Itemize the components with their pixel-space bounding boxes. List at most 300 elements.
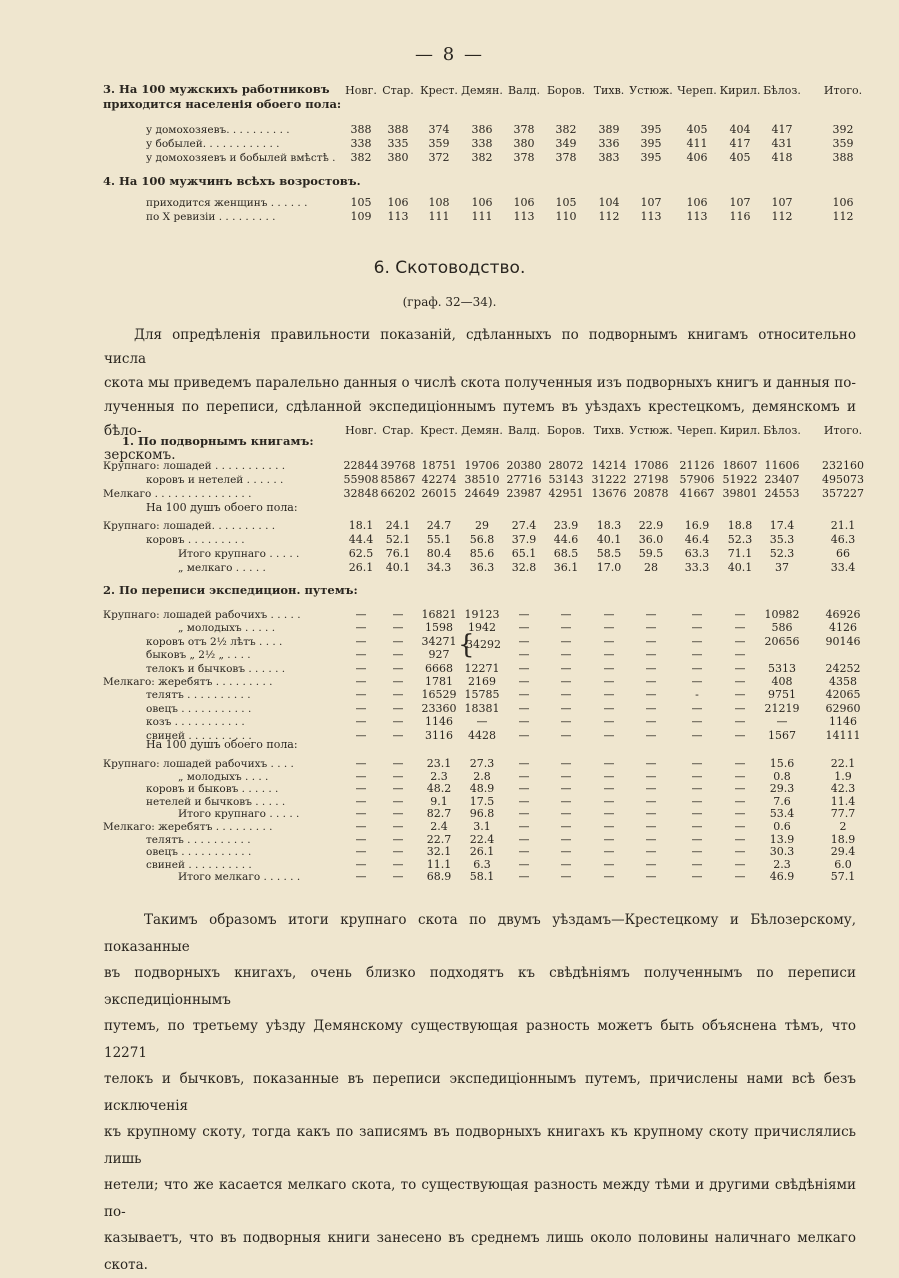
table-cell: 40.1 <box>727 561 753 574</box>
table-cell: — <box>734 782 746 796</box>
column-header: Итого. <box>823 84 863 97</box>
table-row <box>0 547 899 561</box>
table-cell: — <box>776 715 788 729</box>
column-header: Демян. <box>461 424 503 437</box>
table-cell: — <box>560 661 572 675</box>
table-cell: — <box>518 701 530 715</box>
table-cell: 232160 <box>822 459 864 472</box>
table-cell: — <box>518 608 530 621</box>
table-cell: 27.3 <box>469 757 495 770</box>
column-header: Итого. <box>823 424 863 437</box>
table-cell: 55908 <box>343 473 379 486</box>
table-cell: 109 <box>350 210 372 223</box>
table-cell: 0.6 <box>773 820 791 833</box>
table-cell: — <box>691 715 703 729</box>
row-label: коровъ и нетелей . . . . . . <box>146 474 284 486</box>
table-cell: — <box>560 634 572 648</box>
table-cell: — <box>691 728 703 742</box>
table-cell: 39801 <box>722 487 758 500</box>
table-cell: 38510 <box>464 473 500 486</box>
table-cell: 349 <box>555 137 577 150</box>
table-cell: — <box>355 661 367 675</box>
table-cell: 3.1 <box>473 820 491 833</box>
table-cell: — <box>355 845 367 859</box>
table-cell: — <box>645 634 657 648</box>
table-cell: 9.1 <box>430 794 448 808</box>
table-cell: 586 <box>771 621 793 635</box>
table-cell: 11.1 <box>426 857 452 871</box>
column-header: Крест. <box>420 424 458 437</box>
table-cell: 113 <box>640 210 662 223</box>
table-cell: 6.0 <box>834 857 852 871</box>
table-cell: — <box>518 621 530 635</box>
table-cell: 357227 <box>822 487 864 500</box>
table-cell: 17.4 <box>769 519 795 532</box>
table-cell: 388 <box>387 123 409 136</box>
column-header: Бѣлоз. <box>763 84 801 97</box>
table-cell: 431 <box>771 137 793 150</box>
table-cell: — <box>734 820 746 833</box>
table-cell: 7.6 <box>773 794 791 808</box>
table-cell: 37 <box>775 561 789 574</box>
table-cell: 1146 <box>829 715 857 729</box>
table-cell: — <box>560 757 572 770</box>
table-cell: 34.3 <box>426 561 452 574</box>
table-cell: 2169 <box>468 675 496 688</box>
table-cell: 66 <box>836 547 850 560</box>
table-cell: 392 <box>832 123 854 136</box>
table-cell: 36.0 <box>638 533 664 546</box>
table-row <box>0 151 899 165</box>
table-cell: 359 <box>428 137 450 150</box>
table-row <box>0 662 899 676</box>
table-cell: 386 <box>471 123 493 136</box>
table-cell: 9751 <box>768 688 796 702</box>
table-cell: 382 <box>555 123 577 136</box>
table-cell: — <box>603 807 615 821</box>
table-cell: 18381 <box>464 701 500 715</box>
table-cell: 39768 <box>380 459 416 472</box>
table-cell: 52.1 <box>385 533 411 546</box>
table-cell: — <box>355 757 367 770</box>
table-cell: 52.3 <box>769 547 795 560</box>
table-cell: 495073 <box>822 473 864 486</box>
table-cell: 16.9 <box>684 519 710 532</box>
table-cell: — <box>691 794 703 808</box>
table-cell: — <box>392 621 404 635</box>
table-cell: 4358 <box>829 675 857 688</box>
table-cell: 112 <box>598 210 620 223</box>
table-cell: — <box>392 845 404 859</box>
row-label: приходится женщинъ . . . . . . <box>146 197 308 209</box>
table-cell: - <box>695 688 699 702</box>
column-header: Демян. <box>461 84 503 97</box>
table-row <box>0 473 899 487</box>
table-cell: 52.3 <box>727 533 753 546</box>
table-cell: — <box>603 675 615 688</box>
table-cell: — <box>518 794 530 808</box>
table-cell: — <box>734 661 746 675</box>
table-cell: 29.4 <box>830 845 856 859</box>
table-cell: 1942 <box>468 621 496 635</box>
table-cell: — <box>734 757 746 770</box>
table-cell: 338 <box>350 137 372 150</box>
table-cell: — <box>518 807 530 821</box>
table-cell: — <box>645 832 657 846</box>
table-cell: 17.0 <box>596 561 622 574</box>
row-label: Крупнаго: лошадей рабочихъ . . . . . <box>103 609 301 621</box>
table-cell: 112 <box>832 210 854 223</box>
table-cell: 77.7 <box>830 807 856 821</box>
row-label: телокъ и бычковъ . . . . . . <box>146 662 286 675</box>
table-cell: 116 <box>729 210 751 223</box>
row-label: свиней . . . . . . . . . . <box>146 729 252 742</box>
table-cell: — <box>518 857 530 871</box>
part1-title: 1. По подворнымъ книгамъ: <box>122 434 314 448</box>
table-cell: 28072 <box>548 459 584 472</box>
column-header: Валд. <box>508 84 540 97</box>
table-cell: 22.4 <box>469 832 495 846</box>
table-cell: 1146 <box>425 715 453 729</box>
column-header: Стар. <box>382 424 414 437</box>
table-row <box>0 702 899 716</box>
table-cell: — <box>645 807 657 821</box>
table-cell: — <box>691 782 703 796</box>
table-row <box>0 137 899 151</box>
conclusion-line: въ подворныхъ книгахъ, очень близко подходятъ къ свѣдѣніямъ полученнымъ по переписи экспедиціоннымъ <box>104 965 856 1008</box>
table-cell: — <box>355 675 367 688</box>
page-number: — 8 — <box>415 44 484 65</box>
conclusion-line: телокъ и бычковъ, показанные въ переписи экспедиціоннымъ путемъ, причислены нами всѣ безъ исключенія <box>104 1071 856 1114</box>
table-cell: 13.9 <box>769 832 795 846</box>
table-cell: — <box>518 648 530 662</box>
table-cell: — <box>691 661 703 675</box>
table-cell: 6.3 <box>473 857 491 871</box>
table-row <box>0 621 899 635</box>
table-cell: 15.6 <box>769 757 795 770</box>
table-cell: 13676 <box>591 487 627 500</box>
table-cell: — <box>560 769 572 783</box>
table-cell: 106 <box>471 196 493 209</box>
table-cell: — <box>734 701 746 715</box>
table-cell: 2.3 <box>430 769 448 783</box>
row-label: быковъ „ 2½ „ . . . . <box>146 649 251 662</box>
table-cell: 382 <box>471 151 493 164</box>
row-label: Итого мелкаго . . . . . . <box>178 871 301 884</box>
column-header: Устюж. <box>629 424 673 437</box>
table-cell: — <box>645 648 657 662</box>
table-cell: 12271 <box>464 661 500 675</box>
table-cell: — <box>603 621 615 635</box>
table-row <box>0 608 899 622</box>
table-cell: 382 <box>350 151 372 164</box>
table-cell: — <box>603 794 615 808</box>
table-cell: 10982 <box>764 608 800 621</box>
table-cell: — <box>355 621 367 635</box>
table-cell: 388 <box>832 151 854 164</box>
column-header: Боров. <box>546 84 586 97</box>
row-label: овецъ . . . . . . . . . . . <box>146 846 252 859</box>
table-cell: — <box>734 634 746 648</box>
table-cell: — <box>734 794 746 808</box>
table-cell: 3116 <box>425 728 453 742</box>
table-cell: 18.1 <box>348 519 374 532</box>
table-cell: 395 <box>640 151 662 164</box>
table-cell: 105 <box>350 196 372 209</box>
table-cell: 16821 <box>421 608 457 621</box>
table-cell: — <box>560 807 572 821</box>
table-cell: — <box>645 857 657 871</box>
table-cell: — <box>392 820 404 833</box>
table-cell: — <box>518 715 530 729</box>
table-cell: 40.1 <box>385 561 411 574</box>
table-cell: — <box>392 701 404 715</box>
table-cell: 62.5 <box>348 547 374 560</box>
table-cell: 380 <box>513 137 535 150</box>
table-cell: 383 <box>598 151 620 164</box>
intro-line: Для опредѣленія правильности показаній, сдѣланныхъ по подворнымъ книгамъ относительно числа <box>104 327 856 367</box>
table-cell: 22.9 <box>638 519 664 532</box>
table-cell: 107 <box>729 196 751 209</box>
table-cell: 17086 <box>633 459 669 472</box>
table-cell: 20656 <box>764 634 800 648</box>
table-cell: 336 <box>598 137 620 150</box>
table-cell: 27.4 <box>511 519 537 532</box>
table-cell: — <box>560 608 572 621</box>
section4-title: 4. На 100 мужчинъ всѣхъ возростовъ. <box>103 174 361 188</box>
row-label: по X ревизіи . . . . . . . . . <box>146 211 276 223</box>
table-cell: — <box>691 857 703 871</box>
table-cell: 34271 <box>421 634 457 648</box>
table-cell: 44.4 <box>348 533 374 546</box>
table-cell: — <box>645 769 657 783</box>
table-cell: 26.1 <box>469 845 495 859</box>
table-cell: 4428 <box>468 728 496 742</box>
table-cell: 22844 <box>343 459 379 472</box>
table-cell: 27716 <box>506 473 542 486</box>
table-cell: 46.4 <box>684 533 710 546</box>
table-cell: — <box>603 701 615 715</box>
table-cell: — <box>645 715 657 729</box>
table-cell: — <box>560 688 572 702</box>
table-cell: — <box>392 870 404 884</box>
table-cell: — <box>392 807 404 821</box>
part2-title: 2. По переписи экспедицион. путемъ: <box>103 583 358 597</box>
table-row <box>0 688 899 702</box>
table-cell: — <box>518 820 530 833</box>
table-cell: 42951 <box>548 487 584 500</box>
table-cell: — <box>734 715 746 729</box>
table-cell: 107 <box>771 196 793 209</box>
table-cell: — <box>518 688 530 702</box>
table-cell: — <box>734 675 746 688</box>
table-cell: 15785 <box>464 688 500 702</box>
brace-value: 34292 <box>466 638 501 651</box>
table-cell: 27198 <box>633 473 669 486</box>
table-cell: — <box>392 648 404 662</box>
table-cell: — <box>355 820 367 833</box>
table-cell: 32848 <box>343 487 379 500</box>
table-cell: — <box>560 870 572 884</box>
table-cell: — <box>355 870 367 884</box>
table-cell: 23987 <box>506 487 542 500</box>
table-cell: 335 <box>387 137 409 150</box>
table-cell: 71.1 <box>727 547 753 560</box>
table-cell: — <box>355 728 367 742</box>
table-cell: 58.5 <box>596 547 622 560</box>
table-cell: 408 <box>771 675 793 688</box>
table-cell: — <box>560 728 572 742</box>
table-cell: 19706 <box>464 459 500 472</box>
table-cell: — <box>603 870 615 884</box>
table-cell: 406 <box>686 151 708 164</box>
table-cell: — <box>392 757 404 770</box>
table-cell: — <box>518 870 530 884</box>
table-row <box>0 196 899 210</box>
table-row <box>0 487 899 501</box>
table-cell: — <box>392 769 404 783</box>
table-cell: 374 <box>428 123 450 136</box>
table-cell: — <box>734 621 746 635</box>
table-cell: 14111 <box>825 728 861 742</box>
table-cell: — <box>518 675 530 688</box>
row-label: нетелей и бычковъ . . . . . <box>146 795 286 808</box>
table-cell: — <box>518 782 530 796</box>
column-header: Крест. <box>420 84 458 97</box>
table-cell: — <box>392 608 404 621</box>
table-cell: — <box>355 769 367 783</box>
table-cell: 106 <box>387 196 409 209</box>
table-row <box>0 870 899 884</box>
table-cell: 51922 <box>722 473 758 486</box>
table-cell: 48.2 <box>426 782 452 796</box>
row-label: коровъ . . . . . . . . . <box>146 534 245 546</box>
table-cell: 378 <box>513 123 535 136</box>
table-cell: 106 <box>513 196 535 209</box>
table-cell: — <box>645 794 657 808</box>
table-cell: — <box>603 832 615 846</box>
table-cell: 2.8 <box>473 769 491 783</box>
table-cell: — <box>691 701 703 715</box>
table-cell: — <box>734 870 746 884</box>
table-cell: — <box>691 807 703 821</box>
table-cell: — <box>691 675 703 688</box>
table-cell: 18751 <box>421 459 457 472</box>
column-header: Кирил. <box>719 424 761 437</box>
table-cell: 28 <box>644 561 658 574</box>
table-cell: 395 <box>640 123 662 136</box>
intro-line: лученныя по переписи, сдѣланной экспедиціоннымъ путемъ въ уѣздахъ крестецкомъ, демянскомъ и бѣло- <box>104 399 856 439</box>
table-cell: 53.4 <box>769 807 795 821</box>
table-cell: 113 <box>387 210 409 223</box>
table-cell: — <box>645 728 657 742</box>
table-cell: — <box>560 621 572 635</box>
table-cell: 21219 <box>764 701 800 715</box>
table-cell: 389 <box>598 123 620 136</box>
table-cell: — <box>560 794 572 808</box>
conclusion-line: путемъ, по третьему уѣзду Демянскому существующая разность можетъ быть объяснена тѣмъ, что 12271 <box>104 1018 856 1061</box>
table-cell: 42274 <box>421 473 457 486</box>
table-cell: — <box>645 820 657 833</box>
table-cell: — <box>355 807 367 821</box>
table-row <box>0 715 899 729</box>
table-cell: 22.7 <box>426 832 452 846</box>
row-label: Мелкаго: жеребятъ . . . . . . . . . <box>103 821 273 833</box>
column-header: Тихв. <box>593 424 625 437</box>
row-label: коровъ отъ 2½ лѣтъ . . . . <box>146 635 283 648</box>
table-cell: 36.1 <box>553 561 579 574</box>
table-cell: — <box>518 757 530 770</box>
table-cell: — <box>645 701 657 715</box>
table-cell: 112 <box>771 210 793 223</box>
table-cell: 24649 <box>464 487 500 500</box>
table-cell: — <box>603 845 615 859</box>
table-cell: — <box>734 857 746 871</box>
table-cell: 372 <box>428 151 450 164</box>
table-cell: — <box>355 634 367 648</box>
table-cell: 59.5 <box>638 547 664 560</box>
column-header: Череп. <box>677 424 717 437</box>
table-cell: 21126 <box>679 459 715 472</box>
table-cell: — <box>691 621 703 635</box>
table-row <box>0 459 899 473</box>
table-cell: — <box>691 648 703 662</box>
table-cell: — <box>392 661 404 675</box>
table-row <box>0 648 899 662</box>
conclusion-line: Такимъ образомъ итоги крупнаго скота по двумъ уѣздамъ—Крестецкому и Бѣлозерскому, показанные <box>104 912 856 955</box>
table-cell: 338 <box>471 137 493 150</box>
table-cell: 24252 <box>825 661 861 675</box>
table-cell: 395 <box>640 137 662 150</box>
table-cell: 31222 <box>591 473 627 486</box>
brace-symbol: { <box>458 630 475 660</box>
table-cell: — <box>645 675 657 688</box>
table-row <box>0 123 899 137</box>
column-header: Кирил. <box>719 84 761 97</box>
table-cell: — <box>603 715 615 729</box>
row-label: Итого крупнаго . . . . . <box>178 808 300 821</box>
table-cell: 66202 <box>380 487 416 500</box>
table-cell: — <box>518 634 530 648</box>
table-cell: 2.4 <box>430 820 448 833</box>
column-header: Новг. <box>345 84 377 97</box>
table-cell: — <box>645 688 657 702</box>
row-label: Крупнаго: лошадей . . . . . . . . . . . <box>103 460 286 472</box>
table-cell: 23360 <box>421 701 457 715</box>
table-cell: 2.3 <box>773 857 791 871</box>
table-cell: 16529 <box>421 688 457 702</box>
table-cell: — <box>355 715 367 729</box>
row-label: Крупнаго: лошадей рабочихъ . . . . <box>103 758 294 770</box>
table-cell: — <box>603 648 615 662</box>
column-header: Стар. <box>382 84 414 97</box>
table-cell: 927 <box>428 648 450 662</box>
table-cell: 24.1 <box>385 519 411 532</box>
table-cell: — <box>560 820 572 833</box>
row-label: у домохозяевъ и бобылей вмѣстѣ . <box>146 152 336 164</box>
section-subtitle: (граф. 32—34). <box>402 295 497 309</box>
row-label: телятъ . . . . . . . . . . <box>146 833 251 846</box>
table-cell: 63.3 <box>684 547 710 560</box>
table-cell: — <box>355 648 367 662</box>
table-cell: 62960 <box>825 701 861 715</box>
table-cell: 107 <box>640 196 662 209</box>
table-cell: — <box>355 688 367 702</box>
row-label: овецъ . . . . . . . . . . . <box>146 702 252 715</box>
row-label: козъ . . . . . . . . . . . <box>146 716 245 729</box>
table-cell: 21.1 <box>830 519 856 532</box>
table-cell: 29 <box>475 519 489 532</box>
